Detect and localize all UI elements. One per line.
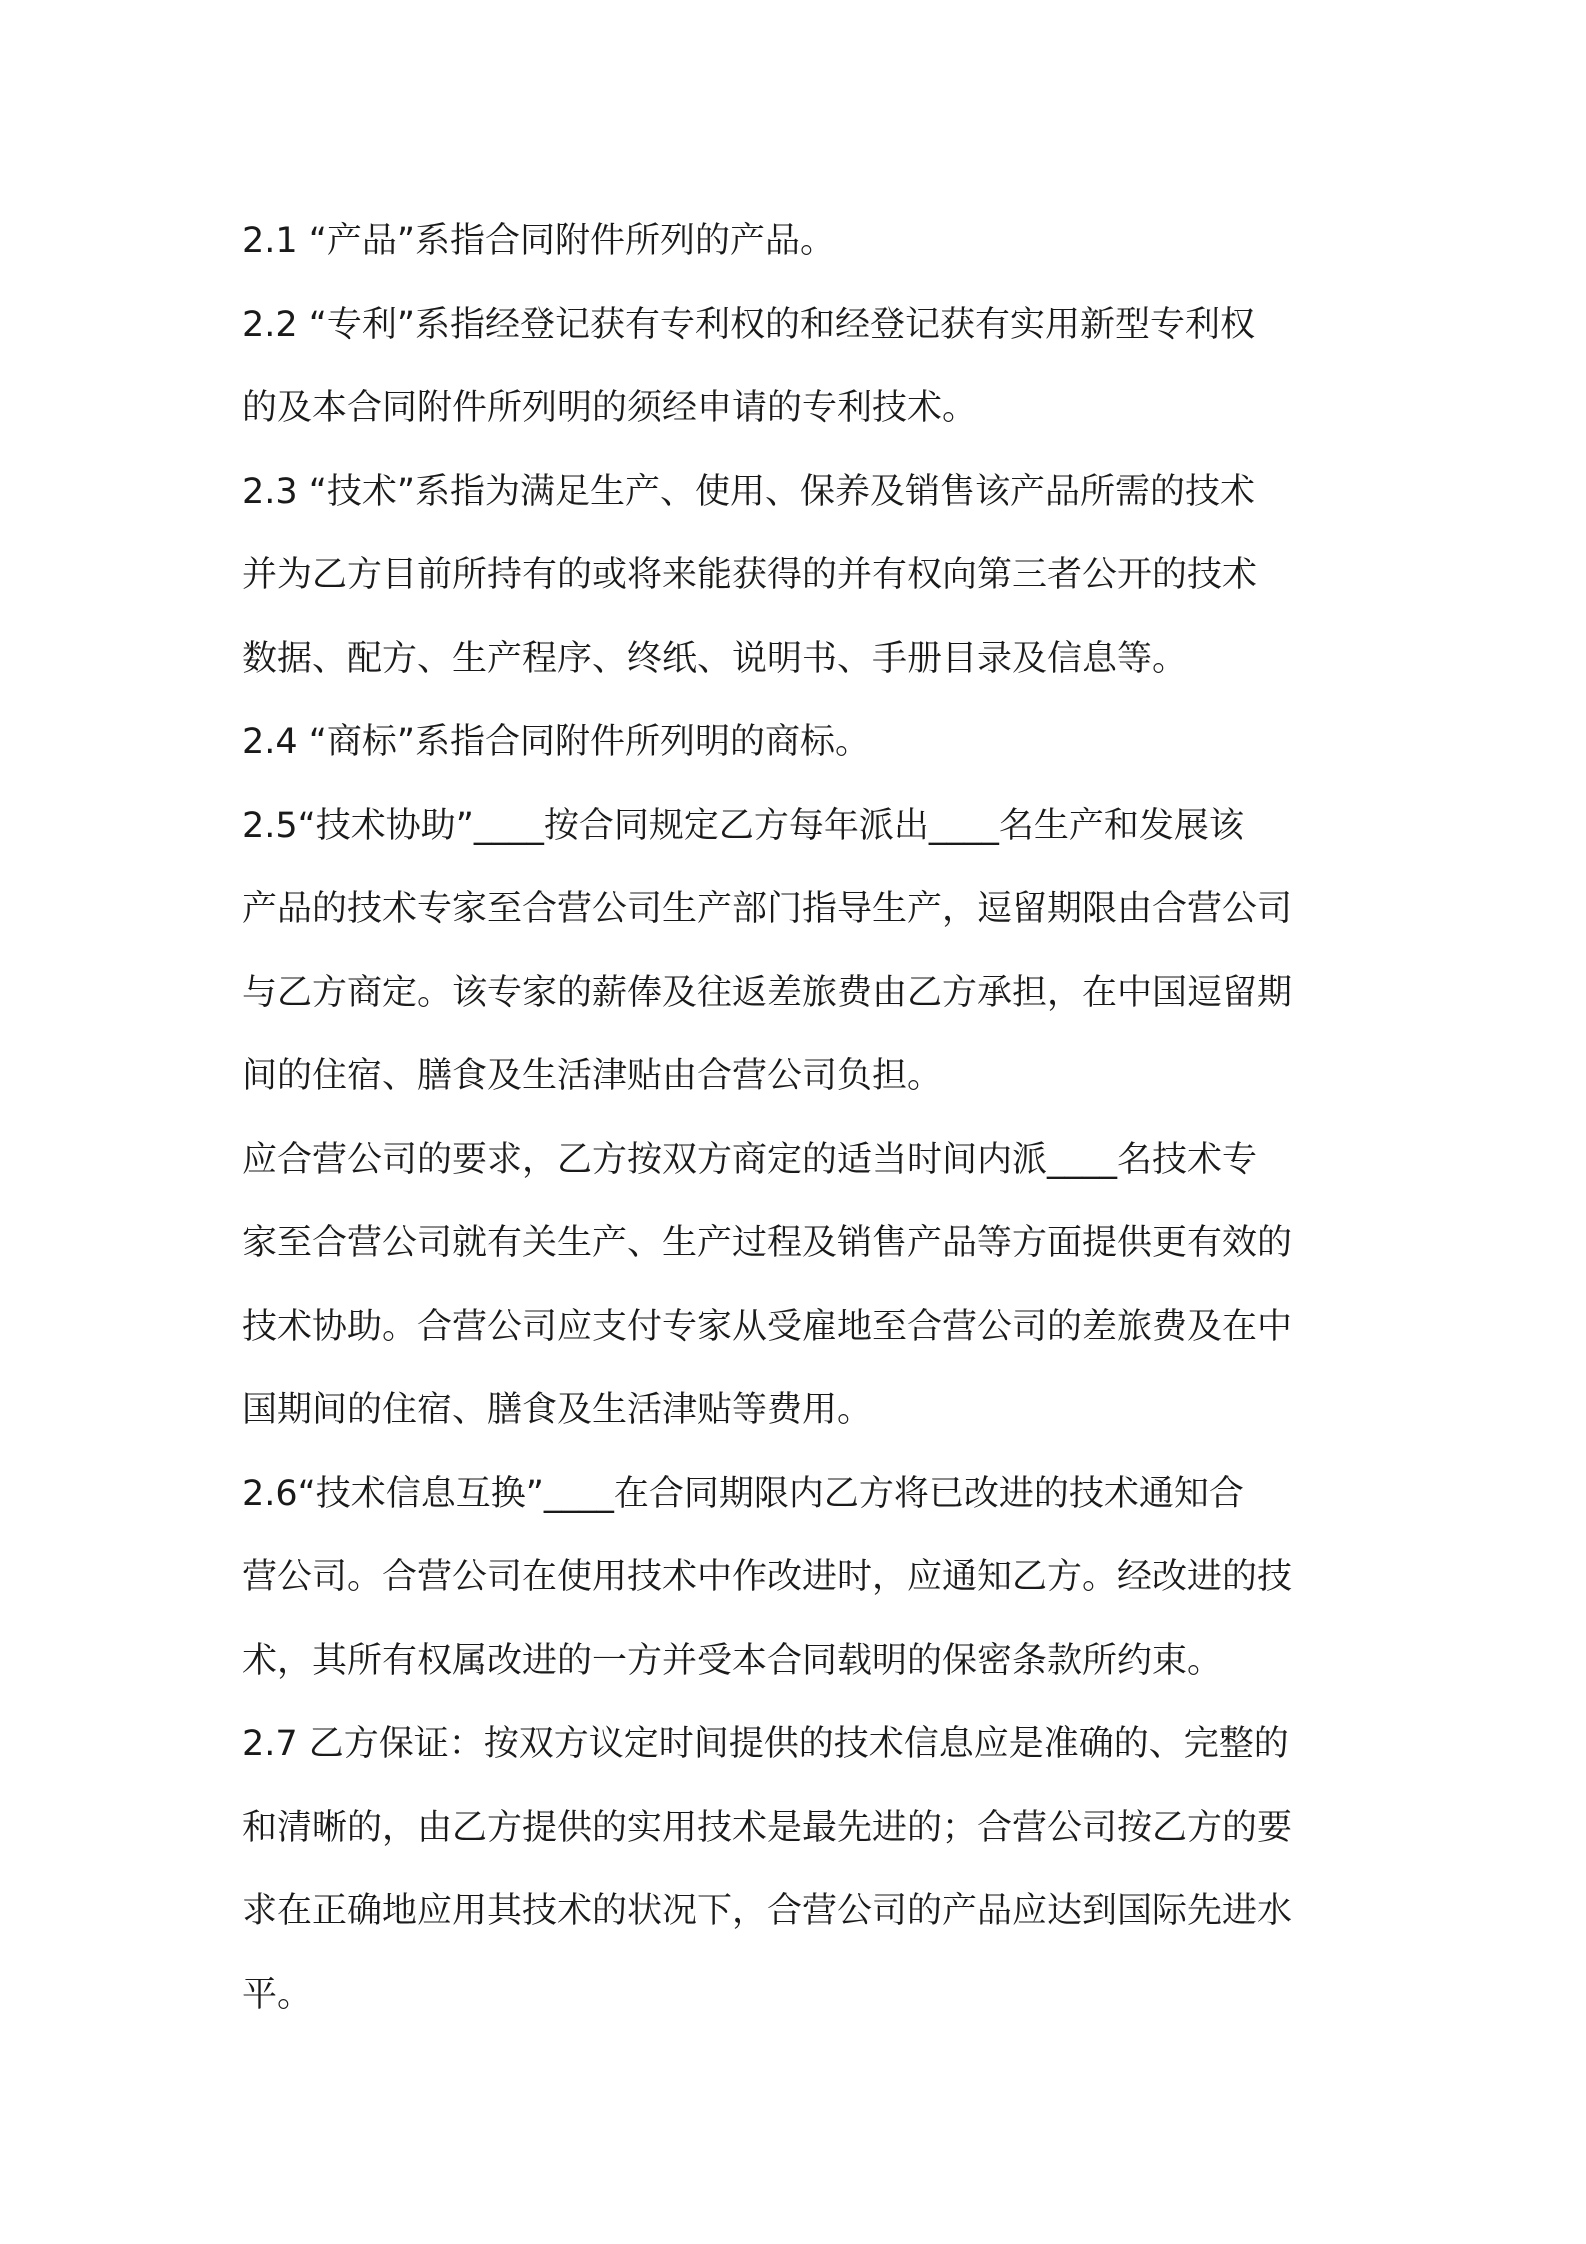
- document-body: [242, 200, 1352, 2037]
- text-line: 和清晰的，由乙方提供的实用技术是最先进的；合营公司按乙方的要: [242, 1807, 1293, 1848]
- text-line: 的及本合同附件所列明的须经申请的专利技术。: [242, 388, 978, 428]
- text-line: 求在正确地应用其技术的状况下，合营公司的产品应达到国际先进水: [242, 1891, 1293, 1931]
- text-line: 平。: [242, 1974, 313, 2015]
- text-line: 并为乙方目前所持有的或将来能获得的并有权向第三者公开的技术: [242, 555, 1258, 595]
- text-line: 术，其所有权属改进的一方并受本合同载明的保密条款所约束。: [242, 1640, 1223, 1681]
- text-line: 数据、配方、生产程序、终纸、说明书、手册目录及信息等。: [242, 638, 1188, 679]
- text-line: 应合营公司的要求，乙方按双方商定的适当时间内派____名技术专: [242, 1139, 1258, 1180]
- text-line: 间的住宿、膳食及生活津贴由合营公司负担。: [242, 1056, 943, 1096]
- text-line: 产品的技术专家至合营公司生产部门指导生产，逗留期限由合营公司: [242, 889, 1293, 929]
- text-line: 2.4 “商标”系指合同附件所列明的商标。: [242, 722, 871, 762]
- text-line: 2.6“技术信息互换”____在合同期限内乙方将已改进的技术通知合: [242, 1473, 1244, 1514]
- text-line: 营公司。合营公司在使用技术中作改进时，应通知乙方。经改进的技: [242, 1557, 1293, 1597]
- text-line: 与乙方商定。该专家的薪俸及往返差旅费由乙方承担，在中国逗留期: [242, 972, 1293, 1013]
- text-line: 2.1 “产品”系指合同附件所列的产品。: [242, 221, 836, 261]
- text-line: 技术协助。合营公司应支付专家从受雇地至合营公司的差旅费及在中: [242, 1306, 1293, 1347]
- text-line: 2.3 “技术”系指为满足生产、使用、保养及销售该产品所需的技术: [242, 471, 1256, 512]
- text-line: 2.7 乙方保证：按双方议定时间提供的技术信息应是准确的、完整的: [242, 1724, 1289, 1764]
- text-line: 2.2 “专利”系指经登记获有专利权的和经登记获有实用新型专利权: [242, 304, 1256, 345]
- text-line: 国期间的住宿、膳食及生活津贴等费用。: [242, 1390, 873, 1430]
- text-line: 2.5“技术协助”____按合同规定乙方每年派出____名生产和发展该: [242, 805, 1244, 846]
- text-line: 家至合营公司就有关生产、生产过程及销售产品等方面提供更有效的: [242, 1223, 1293, 1263]
